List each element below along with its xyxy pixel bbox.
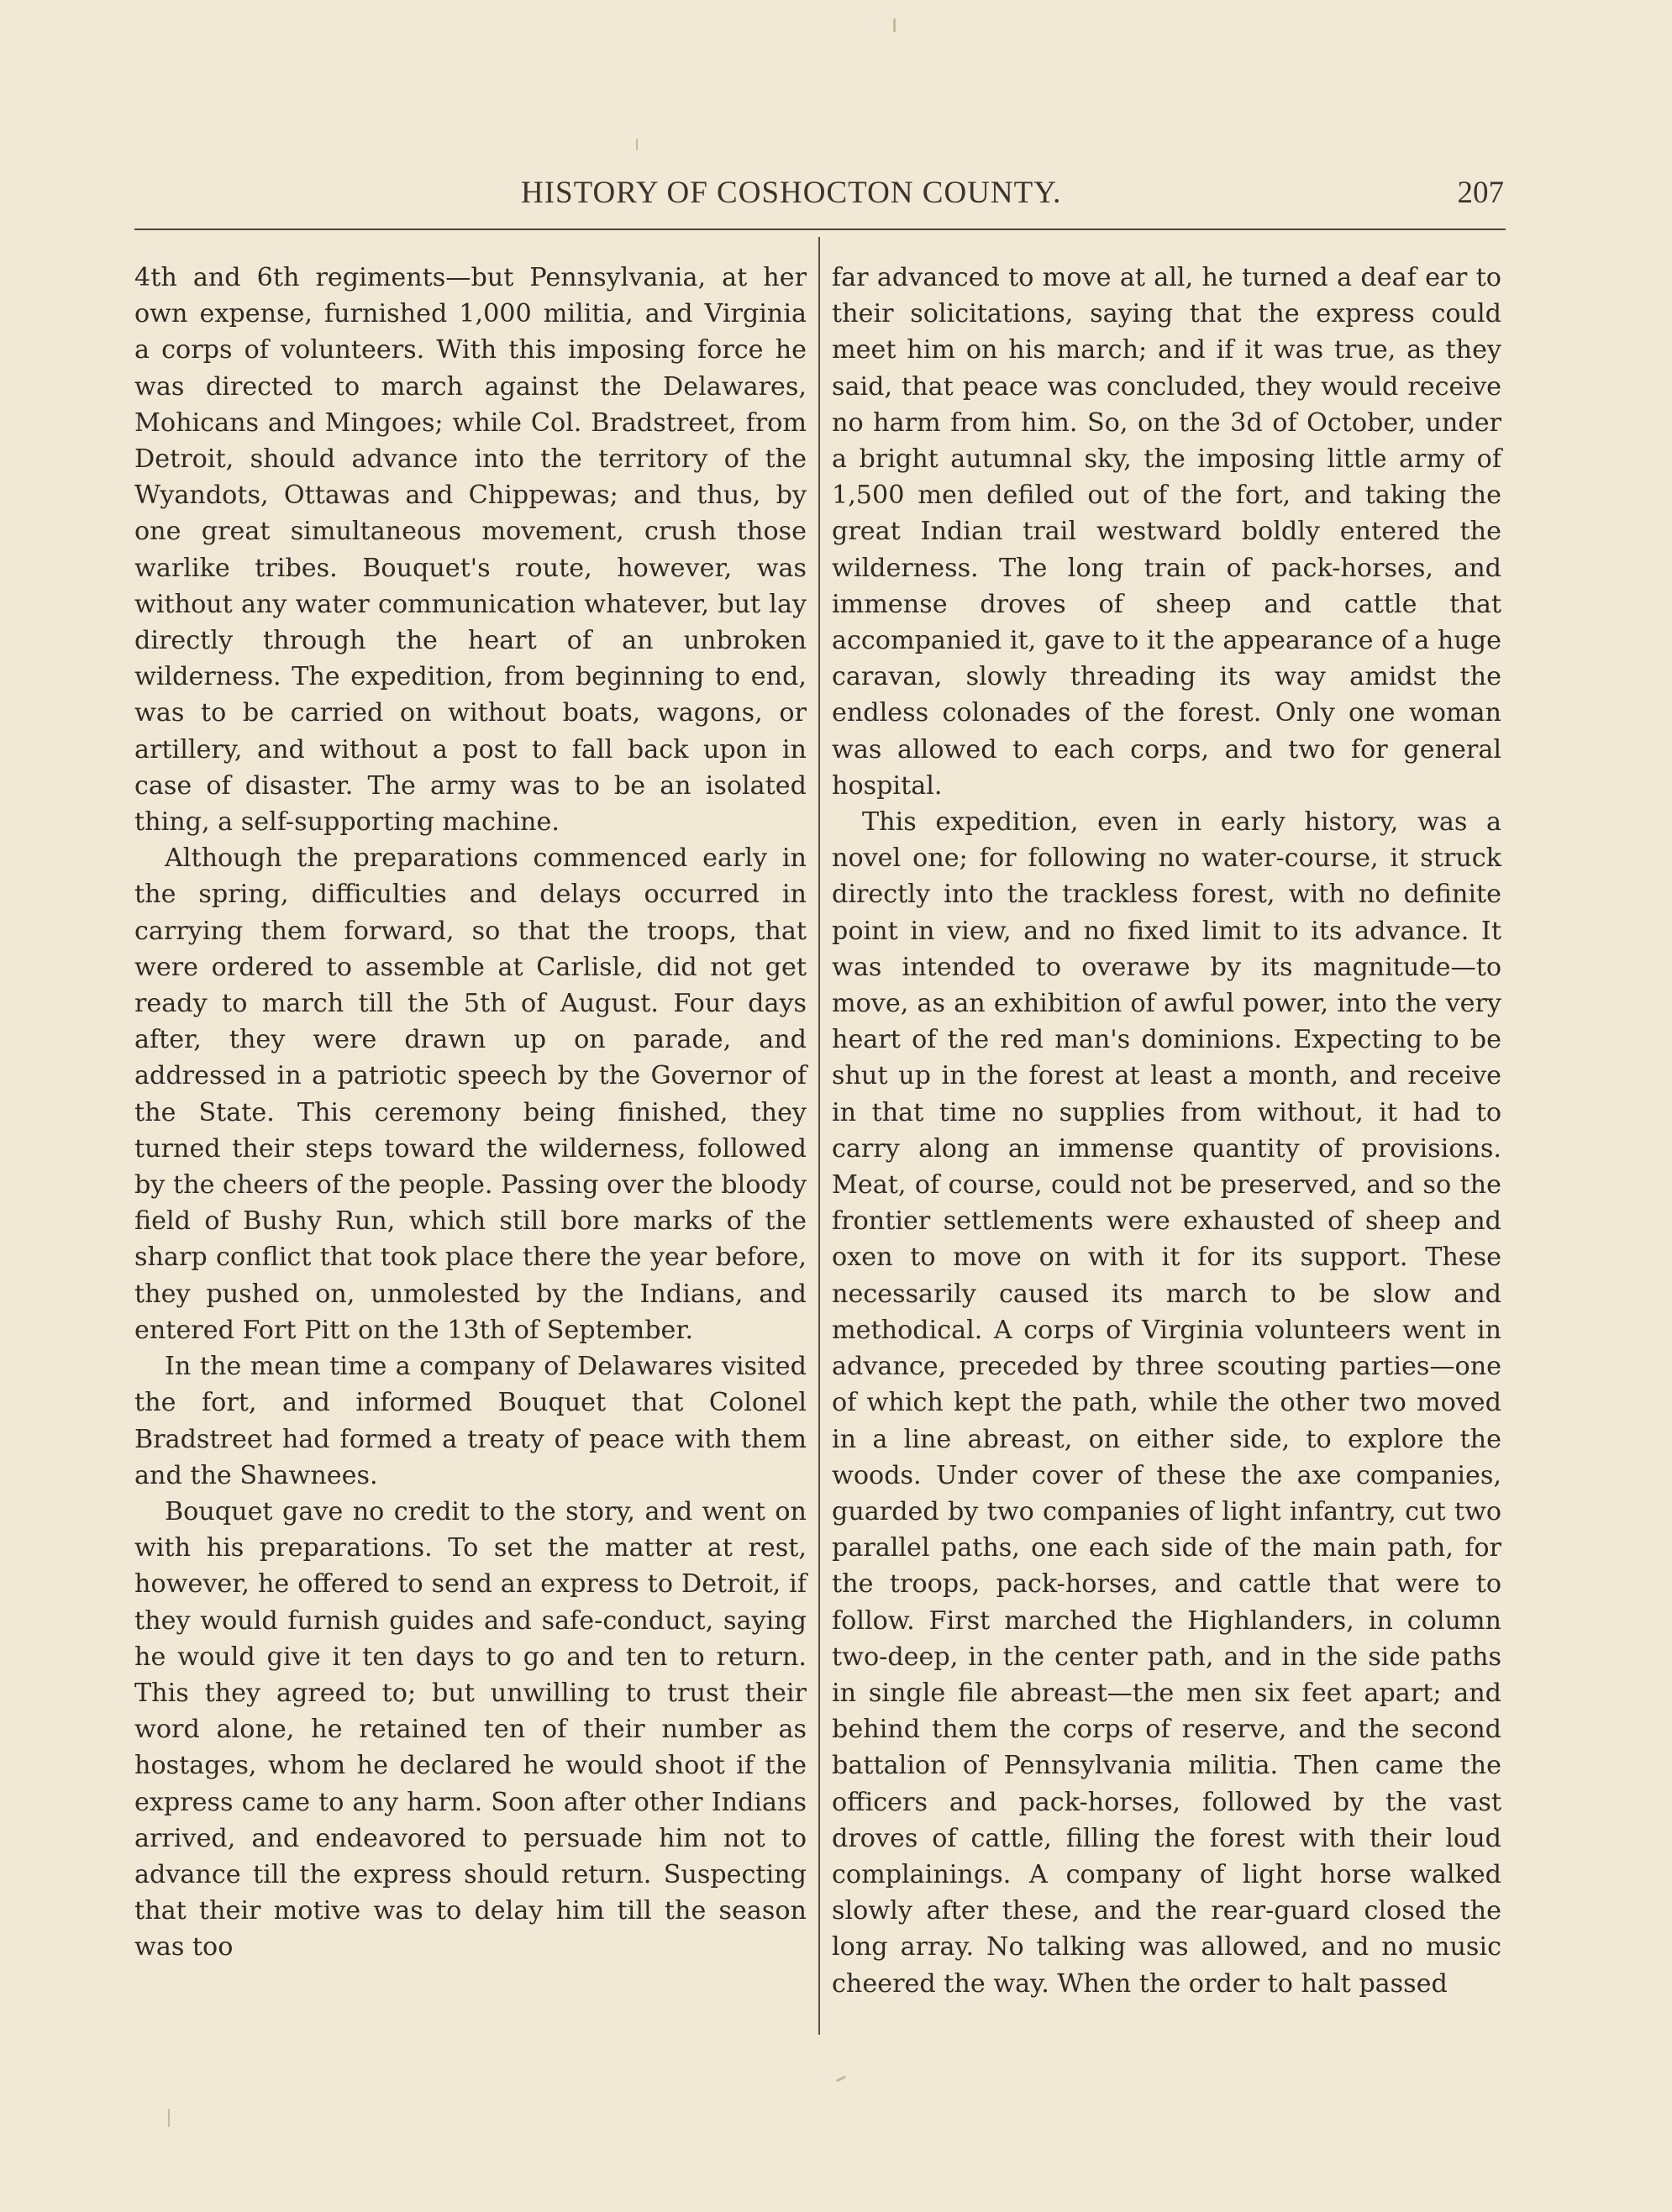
running-title: HISTORY OF COSHOCTON COUNTY.	[521, 176, 1062, 210]
scan-mark	[636, 139, 638, 150]
scan-mark	[836, 2076, 846, 2083]
right-column	[832, 260, 1501, 2002]
paragraph: Bouquet gave no credit to the story, and went on with his preparations. To set the matter at rest, however, he offered to send an express to Detroit, if they would furnish guides and safe-conduct, saying he would give it ten days to go and ten to return. This they agreed to; but unwilling to trust their word alone, he retained ten of their number as hostages, whom he declared he would shoot if the express came to any harm. Soon after other Indians arrived, and endeavored to persuade him not to advance till the express should return. Suspecting that their motive was to delay him till the season was too	[134, 1496, 807, 1962]
page-header	[134, 175, 1504, 217]
paragraph: Although the preparations commenced early in the spring, difficulties and delays occurred in carrying them forward, so that the troops, that were ordered to assemble at Carlisle, did not get ready to march till the 5th of August. Four days after, they were drawn up on parade, and addressed in a patriotic speech by the Governor of the State. This ceremony being finished, they turned their steps toward the wilderness, followed by the cheers of the people. Passing over the bloody field of Bushy Run, which still bore marks of the sharp conflict that took place there the year before, they pushed on, unmolested by the Indians, and entered Fort Pitt on the 13th of September.	[134, 843, 807, 1345]
column-divider	[818, 237, 820, 2035]
paragraph: far advanced to move at all, he turned a deaf ear to their solicitations, saying that the express could meet him on his march; and if it was true, as they said, that peace was concluded, they would receive no harm from him. So, on the 3d of October, under a bright autumnal sky, the imposing little army of 1,500 men defiled out of the fort, and taking the great Indian trail westward boldly entered the wilderness. The long train of pack-horses, and immense droves of sheep and cattle that accompanied it, gave to it the appearance of a huge caravan, slowly threading its way amidst the endless colonades of the forest. Only one woman was allowed to each corps, and two for general hospital.	[832, 263, 1501, 801]
left-column	[134, 260, 807, 1966]
paragraph: In the mean time a company of Delawares visited the fort, and informed Bouquet that Colonel Bradstreet had formed a treaty of peace with them and the Shawnees.	[134, 1352, 807, 1490]
scan-mark	[893, 18, 896, 32]
page-number: 207	[1457, 176, 1504, 210]
scan-mark	[168, 2109, 170, 2127]
header-rule	[134, 229, 1506, 230]
paragraph: This expedition, even in early history, was a novel one; for following no water-course, it struck directly into the trackless forest, with no definite point in view, and no fixed limit to its advance. It was intended to overawe by its magnitude—to move, as an exhibition of awful power, into the very heart of the red man's dominions. Expecting to be shut up in the forest at least a month, and receive in that time no supplies from without, it had to carry along an immense quantity of provisions. Meat, of course, could not be preserved, and so the frontier settlements were exhausted of sheep and oxen to move on with it for its support. These necessarily caused its march to be slow and methodical. A corps of Virginia volunteers went in advance, preceded by three scouting parties—one of which kept the path, while the other two moved in a line abreast, on either side, to explore the woods. Under cover of these the axe companies, guarded by two companies of light infantry, cut two parallel paths, one each side of the main path, for the troops, pack-horses, and cattle that were to follow. First marched the Highlanders, in column two-deep, in the center path, and in the side paths in single file abreast—the men six feet apart; and behind them the corps of reserve, and the second battalion of Pennsylvania militia. Then came the officers and pack-horses, followed by the vast droves of cattle, filling the forest with their loud complainings. A company of light horse walked slowly after these, and the rear-guard closed the long array. No talking was allowed, and no music cheered the way. When the order to halt passed	[832, 807, 1501, 1999]
paragraph: 4th and 6th regiments—but Pennsylvania, at her own expense, furnished 1,000 militia, and Virginia a corps of volunteers. With this imposing force he was directed to march against the Delawares, Mohicans and Mingoes; while Col. Bradstreet, from Detroit, should advance into the territory of the Wyandots, Ottawas and Chippewas; and thus, by one great simultaneous movement, crush those warlike tribes. Bouquet's route, however, was without any water communication whatever, but lay directly through the heart of an unbroken wilderness. The expedition, from beginning to end, was to be carried on without boats, wagons, or artillery, and without a post to fall back upon in case of disaster. The army was to be an isolated thing, a self-supporting machine.	[134, 263, 807, 838]
